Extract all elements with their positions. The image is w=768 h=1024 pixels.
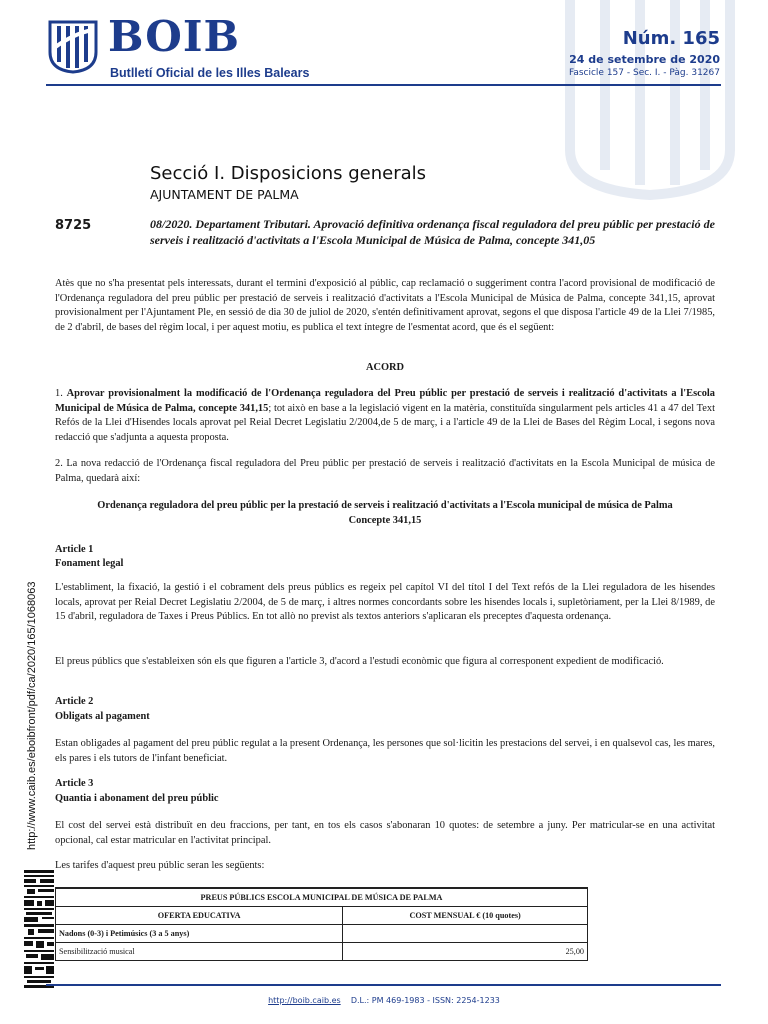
footer <box>0 996 768 1005</box>
brand-title: BOIB <box>108 12 241 61</box>
issue-number: Núm. 165 <box>622 28 720 49</box>
acord-title: ACORD <box>365 362 405 373</box>
issue-date: 24 de setembre de 2020 <box>569 53 720 66</box>
article-2-paragraph-1: Estan obligades al pagament del preu públic regulat a la present Ordenança, les persones que sol·licitin les prestacions del servei, i en qualsevol cas, les mares, els pares i els tutors de l'infant beneficiat. <box>55 738 715 764</box>
document-heading: 08/2020. Departament Tributari. Aprovació definitiva ordenança fiscal reguladora del preu públic per prestació de serveis i realització d'activitats a l'Escola Municipal de Música de Palma, concepte 341,05 <box>150 217 715 247</box>
intro-paragraph: Atès que no s'ha presentat pels interessats, durant el termini d'exposició al públic, cap reclamació o suggeriment contra l'acord provisional de modificació de l'Ordenança reguladora del preu públic per prestació de serveis i realització d'activitats a l'Escola Municipal de Música de Palma, concepte 341,15, aprovat provisionalment per l'Ajuntament Ple, en sessió de dia 30 de juliol de 2020, s'entén definitivament aprovat, segons el que disposa l'article 49 de la Llei 7/1985, de 2 d'abril, de bases del règim local, i per aquest motiu, es publica el text íntegre de l'esmentat acord, que és el següent: <box>55 278 715 333</box>
acord-point-2: 2. La nova redacció de l'Ordenança fiscal reguladora del Preu públic per prestació de serveis i realització d'activitats en la Escola Municipal de música de Palma, quedarà així: <box>55 458 715 484</box>
article-3-paragraph-1: El cost del servei està distribuït en deu fraccions, per tant, en tos els casos s'abonaran 10 quotes: de setembre a juny. Per matricular-se en una activitat opcional, cal estar matricular en l'activitat principal. <box>55 820 715 846</box>
table-group-label: Nadons (0-3) i Petimúsics (3 a 5 anys) <box>56 925 343 943</box>
article-1-title: Fonament legal <box>55 558 124 569</box>
table-group-row <box>56 925 588 943</box>
table-group-empty <box>343 925 588 943</box>
header-divider <box>46 84 721 86</box>
balearic-coat-of-arms-icon <box>46 18 100 74</box>
footer-legal: D.L.: PM 469-1983 - ISSN: 2254-1233 <box>350 996 500 1005</box>
article-2-number: Article 2 <box>55 696 94 707</box>
qr-barcode-icon <box>24 870 54 990</box>
acord-point-1 <box>55 387 715 445</box>
column-header-offer: OFERTA EDUCATIVA <box>56 907 343 925</box>
article-1-number: Article 1 <box>55 544 94 555</box>
ordinance-concept: Concepte 341,15 <box>348 515 422 526</box>
article-2-title: Obligats al pagament <box>55 711 150 722</box>
table-cell-offer: Sensibilització musical <box>56 943 343 961</box>
section-title: Secció I. Disposicions generals <box>150 163 427 184</box>
ordinance-title: Ordenança reguladora del preu públic per la prestació de serveis i realització d'activitats a l'Escola municipal de música de Palma <box>97 500 673 511</box>
table-title: PREUS PÚBLICS ESCOLA MUNICIPAL DE MÚSICA DE PALMA <box>56 888 588 907</box>
acord-point-1-bold: Aprovar provisionalment la modificació de l'Ordenança reguladora del Preu públic per prestació de serveis i realització d'activitats a l'Escola Municipal de Música de Palma, concepte 341,15 <box>55 388 715 414</box>
footer-divider <box>46 984 721 986</box>
tariff-table <box>55 887 588 961</box>
article-3-number: Article 3 <box>55 778 94 789</box>
table-cell-price: 25,00 <box>343 943 588 961</box>
article-1-paragraph-2: El preus públics que s'estableixen són els que figuren a l'article 3, d'acord a l'estudi econòmic que figura al corresponent expedient de modificació. <box>55 656 664 667</box>
table-header-row <box>56 907 588 925</box>
table-row <box>56 943 588 961</box>
acord-point-1-rest: ; tot això en base a la legislació vigent en la matèria, constituïda singularment pels articles 41 a 47 del Text Refós de la Llei d'Hisendes locals aprovat pel Reial Decret Legislatiu 2/2004,de 5 de març, i a l'article 49 de la Llei de Bases del Règim Local, i segons nova redacció que s'adjunta a aquesta proposta. <box>55 402 715 443</box>
document-number: 8725 <box>55 218 92 233</box>
article-3-title: Quantia i abonament del preu públic <box>55 793 219 804</box>
fascicle-info: Fascicle 157 - Sec. I. - Pàg. 31267 <box>568 68 720 78</box>
brand-subtitle: Butlletí Oficial de les Illes Balears <box>110 66 310 80</box>
document-url-vertical[interactable]: http://www.caib.es/eboibfront/pdf/ca/2020/165/1068063 <box>26 581 38 850</box>
footer-link[interactable]: http://boib.caib.es <box>268 996 341 1005</box>
acord-point-1-number: 1. <box>55 388 67 399</box>
table-title-row <box>56 888 588 907</box>
article-1-paragraph-1: L'establiment, la fixació, la gestió i el cobrament dels preus públics es regeix pel capítol VI del títol I del Text refós de la Llei reguladora de les hisendes locals, aprovat per Reial Decret Legislatiu 2/2004, de 5 de març, i altres normes concordants sobre les hisendes locals i, supletòriament, per la Llei 8/1989, de 15 d'abril, reguladora de Taxes i Preus Públics. En tot allò no previst als textos anteriors s'aplicaran els preceptes d'aquesta ordenança. <box>55 582 715 622</box>
article-3-paragraph-2: Les tarifes d'aquest preu públic seran les següents: <box>55 860 265 871</box>
section-entity: AJUNTAMENT DE PALMA <box>150 187 299 202</box>
column-header-cost: COST MENSUAL € (10 quotes) <box>343 907 588 925</box>
